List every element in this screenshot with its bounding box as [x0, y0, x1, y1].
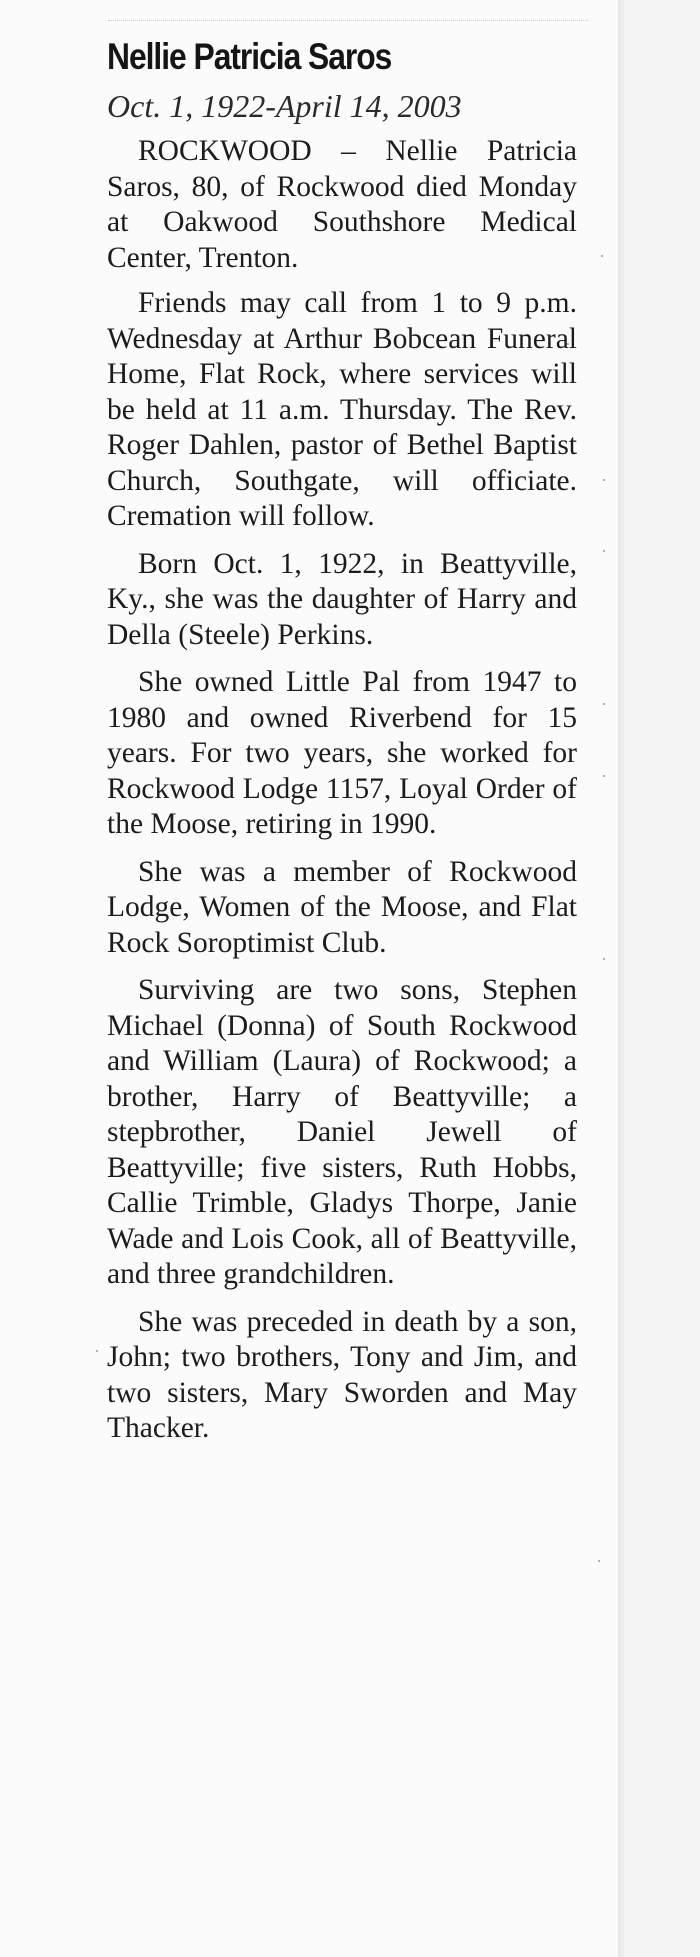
- clipping-edge: [618, 0, 624, 1957]
- paragraph-survivors: Surviving are two sons, Stephen Michael (Donna) of South Rockwood and William (Laura) of Rockwood; a brother, Harry of Beattyville; a stepbrother, Daniel Jewell of Beattyville; five sisters, Ruth Hobbs, Callie Trimble, Gladys Thorpe, Janie Wade and Lois Cook, all of Beattyville, and three grandchildren.: [107, 974, 577, 1290]
- obituary-dates: Oct. 1, 1922-April 14, 2003: [107, 88, 462, 124]
- paragraph-birth: Born Oct. 1, 1922, in Beattyville, Ky., she was the daughter of Harry and Della (Steele) Perkins.: [107, 547, 577, 651]
- paragraph-preceded: She was preceded in death by a son, John; two brothers, Tony and Jim, and two sisters, Mary Sworden and May Thacker.: [107, 1305, 577, 1444]
- paragraph-services: Friends may call from 1 to 9 p.m. Wednesday at Arthur Bobcean Funeral Home, Flat Rock, where services will be held at 11 a.m. Thursday. The Rev. Roger Dahlen, pastor of Bethel Baptist Church, Southgate, will officiate. Cremation will follow.: [107, 287, 577, 532]
- paragraph-death-notice: ROCKWOOD – Nellie Patricia Saros, 80, of Rockwood died Monday at Oakwood Southshore Medical Center, Trenton.: [107, 135, 577, 274]
- obituary-article: [107, 34, 577, 1459]
- column-top-rule: [108, 20, 588, 21]
- obituary-headline: Nellie Patricia Saros: [107, 36, 392, 77]
- paragraph-career: She owned Little Pal from 1947 to 1980 and owned Riverbend for 15 years. For two years, she worked for Rockwood Lodge 1157, Loyal Order of the Moose, retiring in 1990.: [107, 666, 577, 840]
- paragraph-memberships: She was a member of Rockwood Lodge, Women of the Moose, and Flat Rock Soroptimist Club.: [107, 855, 577, 959]
